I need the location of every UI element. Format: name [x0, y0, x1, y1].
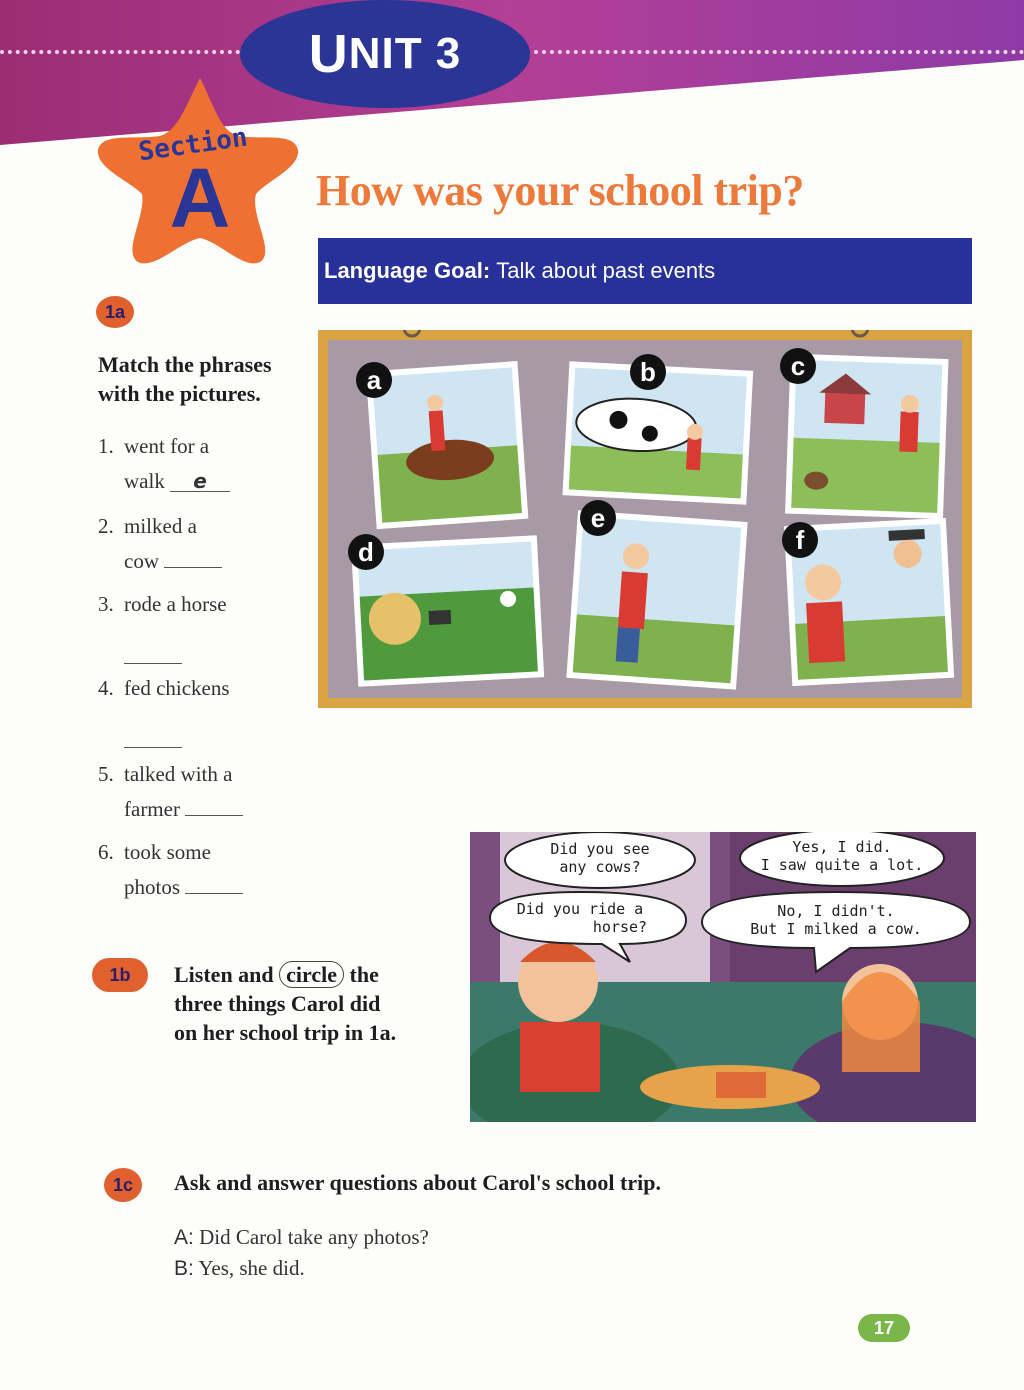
list-item	[98, 840, 318, 900]
bubble-4-line2: But I milked a cow.	[750, 920, 922, 938]
item-text: went for a	[124, 434, 210, 458]
instruction-text: three things Carol did	[174, 991, 381, 1016]
item-text-cont: cow	[124, 549, 159, 573]
bubble-2-line1: Yes, I did.	[792, 838, 892, 856]
item-number: 1.	[98, 434, 114, 458]
instruction-text: the	[349, 962, 379, 987]
item-text: fed chickens	[124, 676, 230, 700]
answer-blank[interactable]	[185, 892, 243, 894]
language-goal-text: Talk about past events	[496, 258, 716, 283]
picture-label-b	[630, 354, 666, 390]
answer-blank[interactable]	[124, 662, 182, 664]
dialog-text: Did Carol take any photos?	[199, 1225, 429, 1249]
list-item	[98, 592, 318, 670]
list-item	[98, 762, 318, 822]
exercise-1a-badge: 1a	[96, 296, 134, 328]
unit-heading-label: NIT 3	[348, 29, 462, 78]
exercise-1c-badge: 1c	[104, 1168, 142, 1202]
section-letter: A	[169, 151, 231, 245]
item-number: 4.	[98, 676, 114, 700]
banner-dots-right	[534, 50, 1024, 54]
picture-label-f-text: f	[795, 525, 805, 555]
instruction-text: on her school trip in 1a.	[174, 1020, 397, 1045]
list-item	[98, 434, 318, 494]
item-text: talked with a	[124, 762, 233, 786]
speech-bubble-1	[505, 832, 695, 888]
item-text: took some	[124, 840, 211, 864]
picture-label-c	[780, 348, 816, 384]
item-text-cont: photos	[124, 875, 181, 899]
answer-blank[interactable]	[124, 746, 182, 748]
bubble-4-line1: No, I didn't.	[777, 902, 895, 920]
item-number: 5.	[98, 762, 114, 786]
page-title: How was your school trip?	[316, 166, 804, 215]
answer-blank[interactable]	[164, 566, 222, 568]
bubble-3-line2: horse?	[592, 918, 648, 936]
comic-illustration	[470, 832, 976, 1122]
exercise-1a-instruction-line2: with the pictures.	[98, 381, 261, 406]
picture-label-f	[782, 522, 818, 558]
picture-label-c-text: c	[790, 351, 806, 381]
section-word: Section	[136, 122, 250, 168]
list-item	[98, 514, 318, 574]
item-text-cont: farmer	[124, 797, 180, 821]
picture-label-d	[348, 534, 384, 570]
item-number: 6.	[98, 840, 114, 864]
list-item	[98, 676, 318, 754]
picture-label-b-text: b	[640, 357, 656, 387]
dialog-line	[174, 1253, 429, 1284]
circle-word: circle	[279, 961, 344, 988]
picture-e	[566, 510, 747, 689]
unit-heading-prefix: U	[308, 24, 349, 84]
dialog-speaker: A:	[174, 1226, 194, 1249]
item-text: rode a horse	[124, 592, 227, 616]
bubble-2-line2: I saw quite a lot.	[760, 856, 924, 874]
picture-label-a-text: a	[366, 365, 382, 395]
item-text: milked a	[124, 514, 197, 538]
bubble-1-line1: Did you see	[550, 840, 650, 858]
dialog-speaker: B:	[174, 1257, 194, 1280]
item-number: 3.	[98, 592, 114, 616]
picture-label-a	[356, 362, 392, 398]
answer-blank[interactable]	[185, 814, 243, 816]
bubble-3-line1: Did you ride a	[516, 900, 644, 918]
instruction-text: Listen and	[174, 962, 274, 987]
photo-board	[318, 330, 972, 708]
banner-dots-left	[0, 50, 240, 54]
dialog-line	[174, 1222, 429, 1253]
picture-label-e	[580, 500, 616, 536]
bubble-1-line2: any cows?	[559, 858, 641, 876]
exercise-1a-instruction	[98, 350, 272, 408]
page-number: 17	[858, 1314, 910, 1342]
answer-blank[interactable]: e	[170, 471, 230, 492]
language-goal-bar	[318, 238, 972, 304]
picture-label-e-text: e	[590, 503, 606, 533]
exercise-1b-instruction	[174, 960, 396, 1047]
example-dialog	[174, 1222, 429, 1284]
exercise-1b-badge: 1b	[92, 958, 148, 992]
speech-bubble-2	[740, 832, 944, 886]
picture-label-d-text: d	[358, 537, 374, 567]
item-number: 2.	[98, 514, 114, 538]
dialog-text: Yes, she did.	[198, 1256, 305, 1280]
language-goal-label: Language Goal:	[324, 258, 491, 283]
exercise-1a-instruction-line1: Match the phrases	[98, 352, 272, 377]
item-text-cont: walk	[124, 469, 165, 493]
exercise-1c-instruction: Ask and answer questions about Carol's school trip.	[174, 1170, 661, 1195]
